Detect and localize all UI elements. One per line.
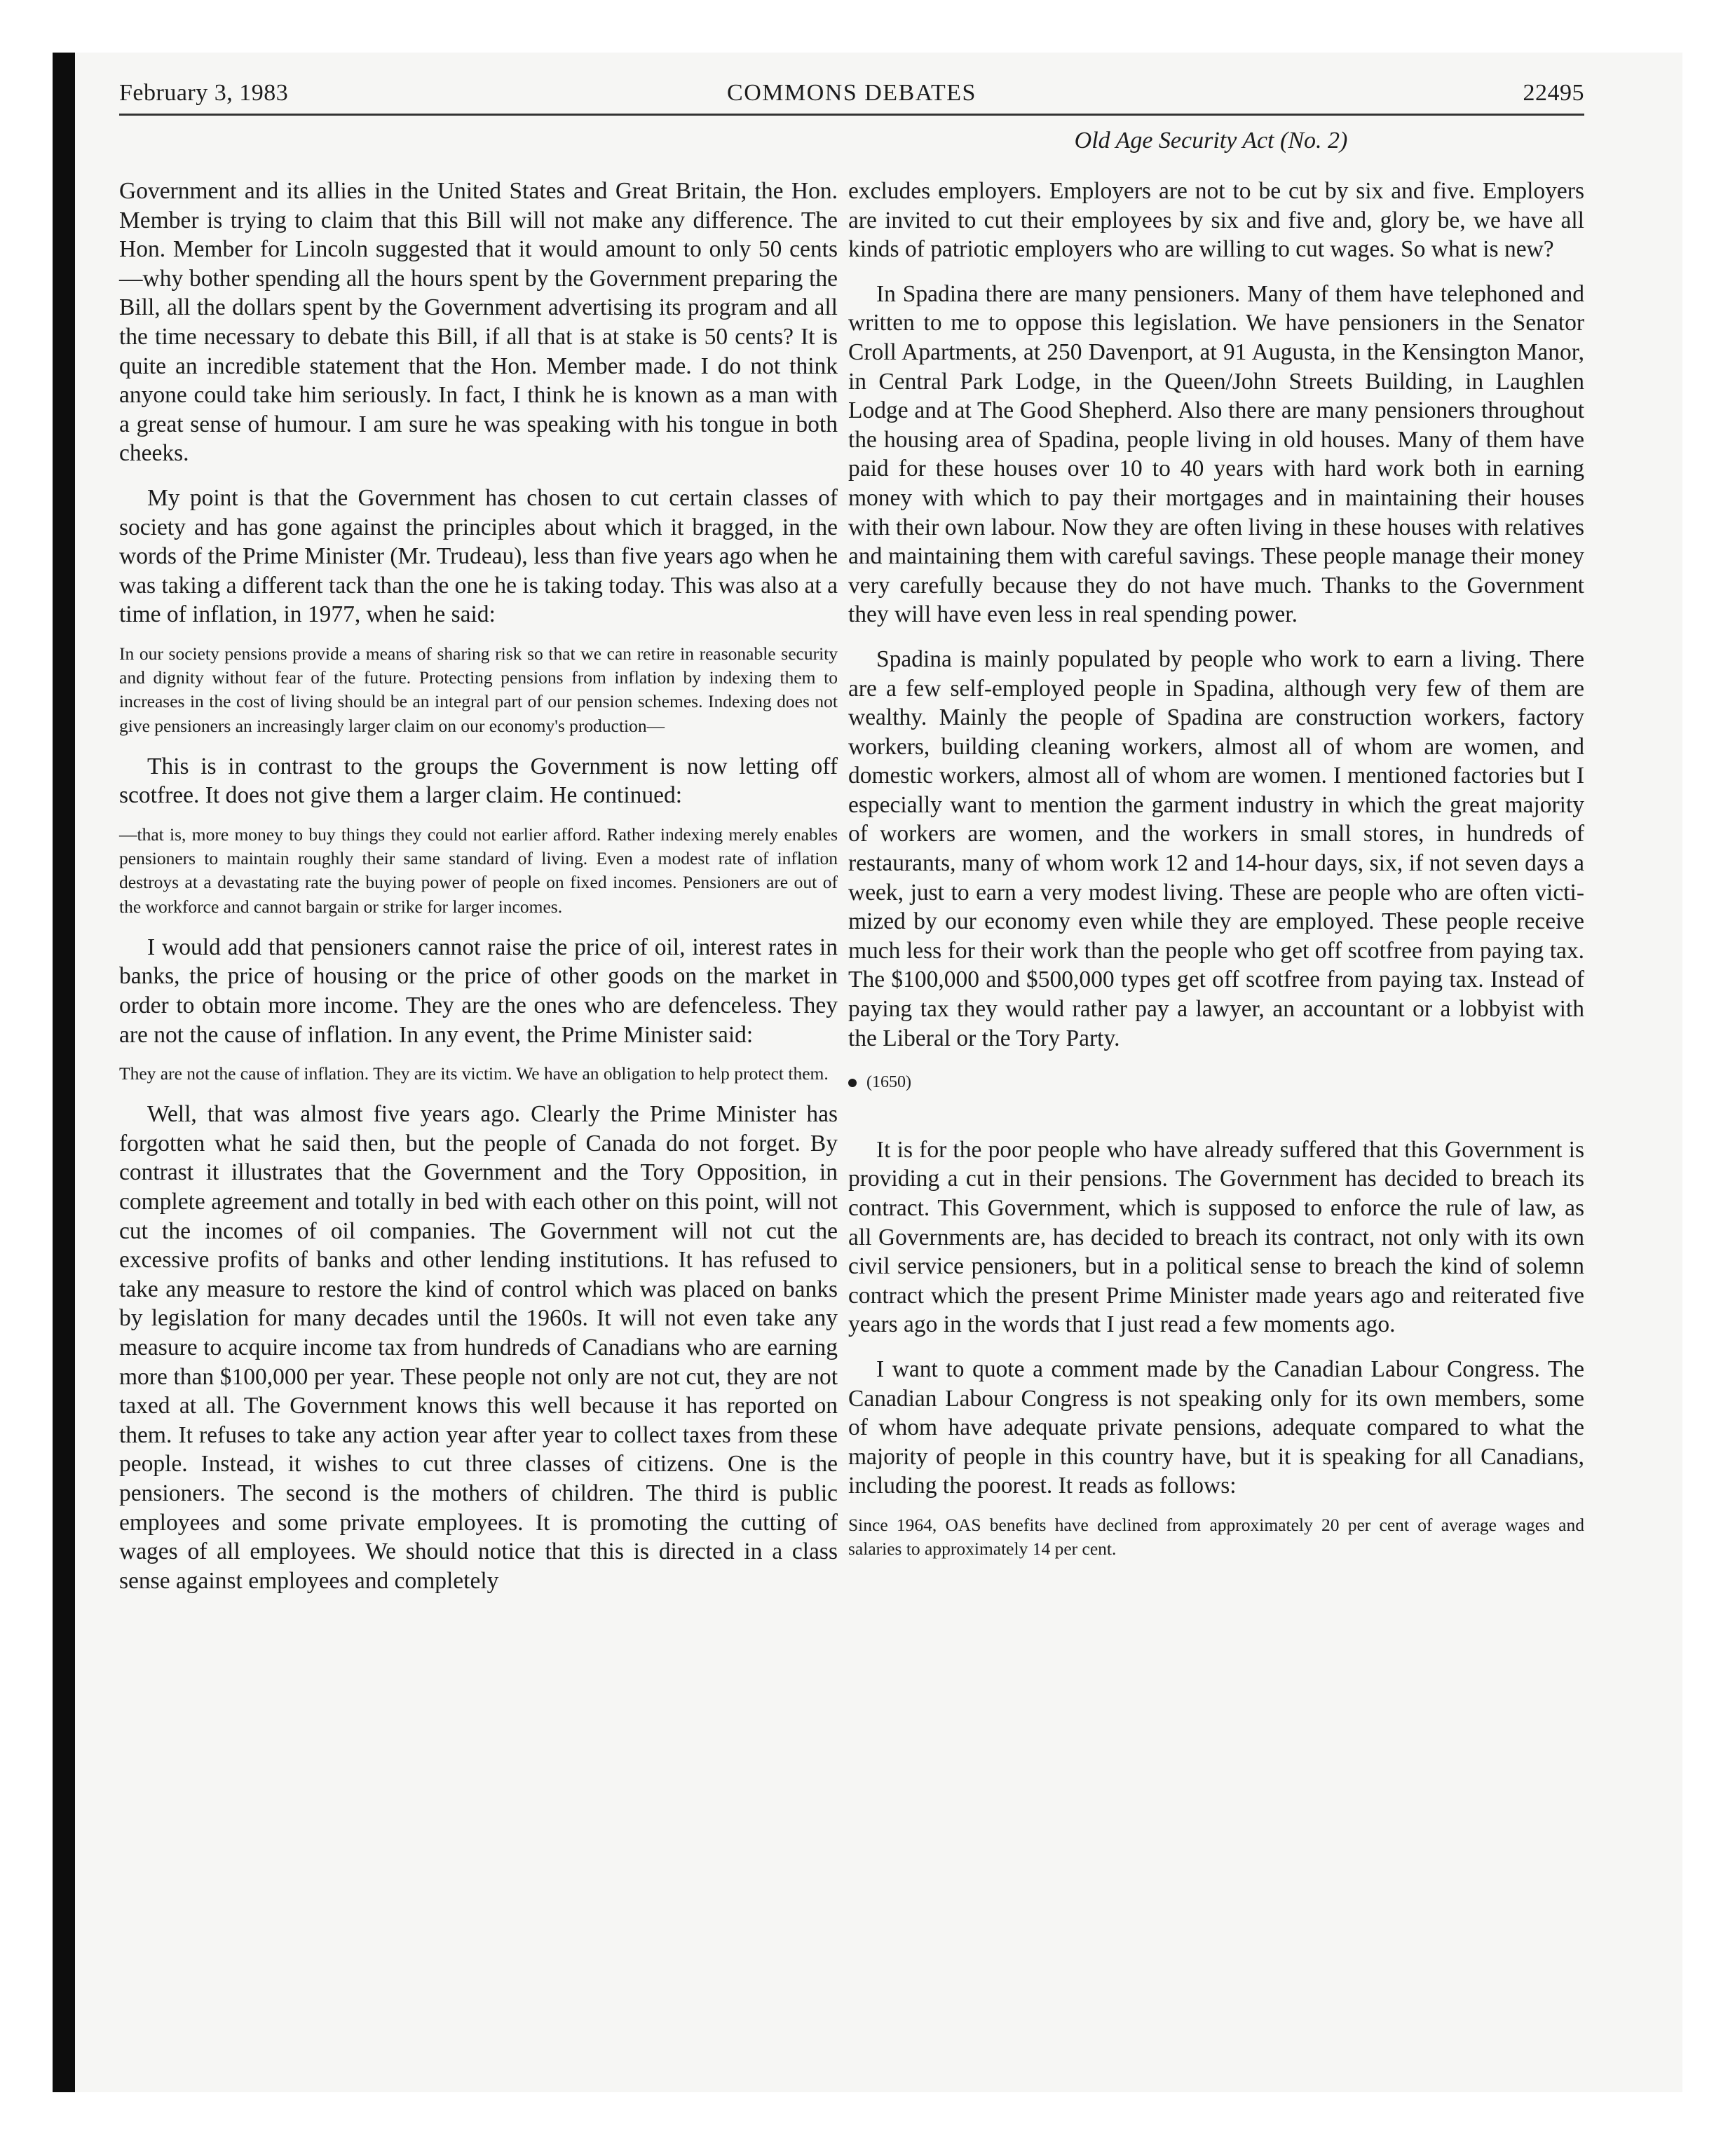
paragraph: excludes employers. Employers are not to be cut by six and five. Employers are invited to cut their employees by six and five and, glory be, we have all kinds of patriotic employers who are willing to cut wages. So what is new? xyxy=(848,178,1584,263)
paragraph: My point is that the Government has chosen to cut certain classes of society and has gone against the principles about which it bragged, in the words of the Prime Minister (Mr. Trudeau), less than five years ago when he was taking a different tack than the one he is taking today. This was also at a time of inflation, in 1977, when he said: xyxy=(119,484,838,628)
paragraph: I want to quote a comment made by the Canadian Labour Congress. The Canadian Labour Congress is not speaking only for its own members, some of whom have adequate private pensions, adequate compared to what the majority of people in this country have, but it is speaking for all Canadians, including the poorest. It reads as follows: xyxy=(848,1356,1584,1499)
paragraph: I would add that pensioners cannot raise the price of oil, interest rates in banks, the price of housing or the price of other goods on the market in order to obtain more income. They are the ones who are defenceless. They are not the cause of inflation. In any event, the Prime Minister said: xyxy=(119,934,838,1048)
paragraph: Government and its allies in the United States and Great Britain, the Hon. Member is trying to claim that this Bill will not make any difference. The Hon. Member for Lincoln suggested that it would amount to only 50 cents—why bother spending all the hours spent by the Government preparing the Bill, all the dollars spent by the Government advertising its program and all the time necessary to debate this Bill, if all that is at stake is 50 cents? It is quite an incredible statement that the Hon. Member made. I do not think anyone could take him seriously. In fact, I think he is known as a man with a great sense of humour. I am sure he was speaking with his tongue in both cheeks. xyxy=(119,178,838,467)
paragraph: It is for the poor people who have already suffered that this Government is providing a cut in their pensions. The Government has decided to breach its contract. This Government, which is supposed to enforce the rule of law, as all Governments are, has decided to breach its contract, not only with its own civil service pensioners, but in a political sense to breach the kind of solemn contract which the present Prime Minister made years ago and reiterated five years ago in the words that I just read a few moments ago. xyxy=(848,1136,1584,1338)
block-quote: —that is, more money to buy things they could not earlier afford. Rather indexing merely enables pensioners to maintain roughly their same standard of living. Even a modest rate of inflation destroys at a devastating rate the buying power of people on fixed incomes. Pensioners are out of the workforce and cannot bargain or strike for larger incomes. xyxy=(119,824,838,917)
section-subheading: Old Age Security Act (No. 2) xyxy=(1074,128,1348,153)
block-quote: They are not the cause of inflation. They are its victim. We have an obligation to help protect them. xyxy=(119,1063,829,1084)
header-page-number: 22495 xyxy=(1523,80,1584,106)
header-rule xyxy=(119,114,1584,116)
running-head xyxy=(119,80,1584,111)
paragraph: Well, that was almost five years ago. Clearly the Prime Minister has forgotten what he said then, but the people of Canada do not forget. By contrast it illustrates that the Government and the Tory Opposition, in complete agreement and totally in bed with each other on this point, will not cut the incomes of oil companies. The Government will not cut the excessive profits of banks and other lending institutions. It has refused to take any measure to restore the kind of control which was placed on banks by legislation for many decades until the 1960s. It will not even take any measure to acquire income tax from hundreds of Canadians who are earning more than $100,000 per year. These people not only are not cut, they are not taxed at all. The Government knows this well because it has reported on them. It refuses to take any action year after year to collect taxes from these people. Instead, it wishes to cut three classes of citizens. One is the pensioners. The second is the mothers of children. The third is public employees and some private employees. It is promoting the cutting of wages of all employees. We should notice that this is directed in a class sense against employees and completely xyxy=(119,1101,838,1594)
block-quote: Since 1964, OAS benefits have declined from approximately 20 per cent of average wages and salaries to approximately 14 per cent. xyxy=(848,1514,1584,1560)
header-publication: COMMONS DEBATES xyxy=(727,80,977,106)
paragraph: This is in contrast to the groups the Government is now letting off scotfree. It does not give them a larger claim. He continued: xyxy=(119,753,838,809)
header-date: February 3, 1983 xyxy=(119,80,289,106)
binding-edge xyxy=(53,53,75,2092)
paragraph: Spadina is mainly populated by people who work to earn a living. There are a few self-employed people in Spadina, although very few of them are wealthy. Mainly the people of Spadina are construction workers, factory workers, building cleaning workers, almost all of whom are women, and domestic workers, almost all of whom are women. I mentioned factories but I especially want to mention the garment industry in which the great majority of workers are women, and the workers in small stores, in hundreds of restaurants, many of whom work 12 and 14-hour days, six, if not seven days a week, just to earn a very modest living. These are people who are often victimized by our economy even while they are employed. These people receive much less for their work than the people who get off scotfree from paying tax. The $100,000 and $500,000 types get off scotfree from paying tax. Instead of paying tax they would rather pay a lawyer, an accountant or a lobbyist with the Liberal or the Tory Party. xyxy=(848,646,1584,1051)
timestamp-marker xyxy=(848,1068,1584,1098)
bullet-icon xyxy=(848,1079,857,1087)
block-quote: In our society pensions provide a means of sharing risk so that we can retire in reasonable security and dignity without fear of the future. Protecting pensions from inflation by indexing them to increases in the cost of living should be an integral part of our pension schemes. Indexing does not give pensioners an increasingly larger claim on our economy's production— xyxy=(119,643,838,736)
left-column xyxy=(119,177,838,1611)
timestamp-text: (1650) xyxy=(866,1073,911,1092)
paragraph: In Spadina there are many pensioners. Many of them have telephoned and written to me to oppose this legislation. We have pensioners in the Senator Croll Apartments, at 250 Davenport, at 91 Augusta, in the Kensington Manor, in Central Park Lodge, in the Queen/John Streets Building, in Laughlen Lodge and at The Good Shepherd. Also there are many pensioners throughout the housing area of Spadina, people living in old houses. Many of them have paid for these houses over 10 to 40 years with hard work both in earning money with which to pay their mortgages and in maintaining their houses with their own labour. Now they are often living in these houses with relatives and maintaining them with careful savings. These people manage their money very carefully because they do not have much. Thanks to the Government they will have even less in real spending power. xyxy=(848,280,1584,628)
right-column xyxy=(848,177,1584,1575)
